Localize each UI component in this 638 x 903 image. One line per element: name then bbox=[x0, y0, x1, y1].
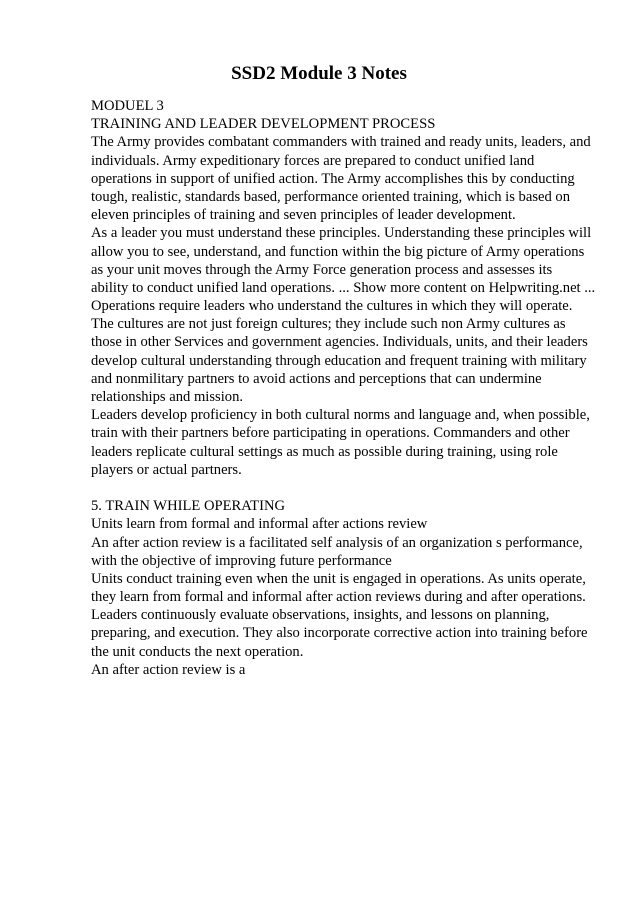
text-line: as your unit moves through the Army Force generation process and assesses its bbox=[91, 261, 553, 278]
text-line: those in other Services and government agencies. Individuals, units, and their leaders bbox=[91, 334, 588, 351]
text-line: As a leader you must understand these principles. Understanding these principles will bbox=[91, 225, 592, 242]
text-line: TRAINING AND LEADER DEVELOPMENT PROCESS bbox=[91, 116, 436, 133]
text-line: eleven principles of training and seven principles of leader development. bbox=[91, 207, 516, 224]
text-line: ability to conduct unified land operations. ... Show more content on Helpwriting.net ... bbox=[91, 279, 596, 296]
text-line: they learn from formal and informal after action reviews during and after operations. bbox=[91, 589, 586, 606]
text-line: develop cultural understanding through education and frequent training with military bbox=[91, 352, 587, 369]
document-body bbox=[91, 97, 601, 679]
text-line: train with their partners before participating in operations. Commanders and other bbox=[91, 425, 570, 442]
text-line: players or actual partners. bbox=[91, 461, 242, 478]
text-line: preparing, and execution. They also incorporate corrective action into training before bbox=[91, 625, 588, 642]
text-line: individuals. Army expeditionary forces are prepared to conduct unified land bbox=[91, 152, 535, 169]
text-line: Operations require leaders who understand the cultures in which they will operate. bbox=[91, 298, 573, 315]
text-line: relationships and mission. bbox=[91, 389, 244, 405]
text-line: 5. TRAIN WHILE OPERATING bbox=[91, 498, 286, 515]
text-line: the unit conducts the next operation. bbox=[91, 643, 304, 660]
text-line: Leaders develop proficiency in both cultural norms and language and, when possible, bbox=[91, 407, 590, 424]
text-line: An after action review is a bbox=[91, 661, 246, 678]
text-line: An after action review is a facilitated self analysis of an organization s performance, bbox=[91, 534, 583, 551]
blank-line bbox=[91, 479, 601, 497]
text-line: The Army provides combatant commanders with trained and ready units, leaders, and bbox=[91, 134, 591, 151]
text-line: tough, realistic, standards based, performance oriented training, which is based on bbox=[91, 188, 571, 205]
document-title: SSD2 Module 3 Notes bbox=[231, 63, 407, 84]
text-line: allow you to see, understand, and function within the big picture of Army operations bbox=[91, 243, 585, 260]
text-line: Leaders continuously evaluate observations, insights, and lessons on planning, bbox=[91, 607, 550, 624]
text-line: Units learn from formal and informal after actions review bbox=[91, 516, 428, 533]
text-line: The cultures are not just foreign cultures; they include such non Army cultures as bbox=[91, 316, 566, 333]
text-line: and nonmilitary partners to avoid actions and perceptions that can undermine bbox=[91, 370, 542, 387]
text-line: leaders replicate cultural settings as much as possible during training, using role bbox=[91, 443, 558, 460]
text-line: with the objective of improving future performance bbox=[91, 552, 392, 569]
text-line: operations in support of unified action. The Army accomplishes this by conducting bbox=[91, 170, 575, 187]
text-line: MODUEL 3 bbox=[91, 98, 164, 114]
text-line: Units conduct training even when the unit is engaged in operations. As units operate, bbox=[91, 570, 586, 587]
